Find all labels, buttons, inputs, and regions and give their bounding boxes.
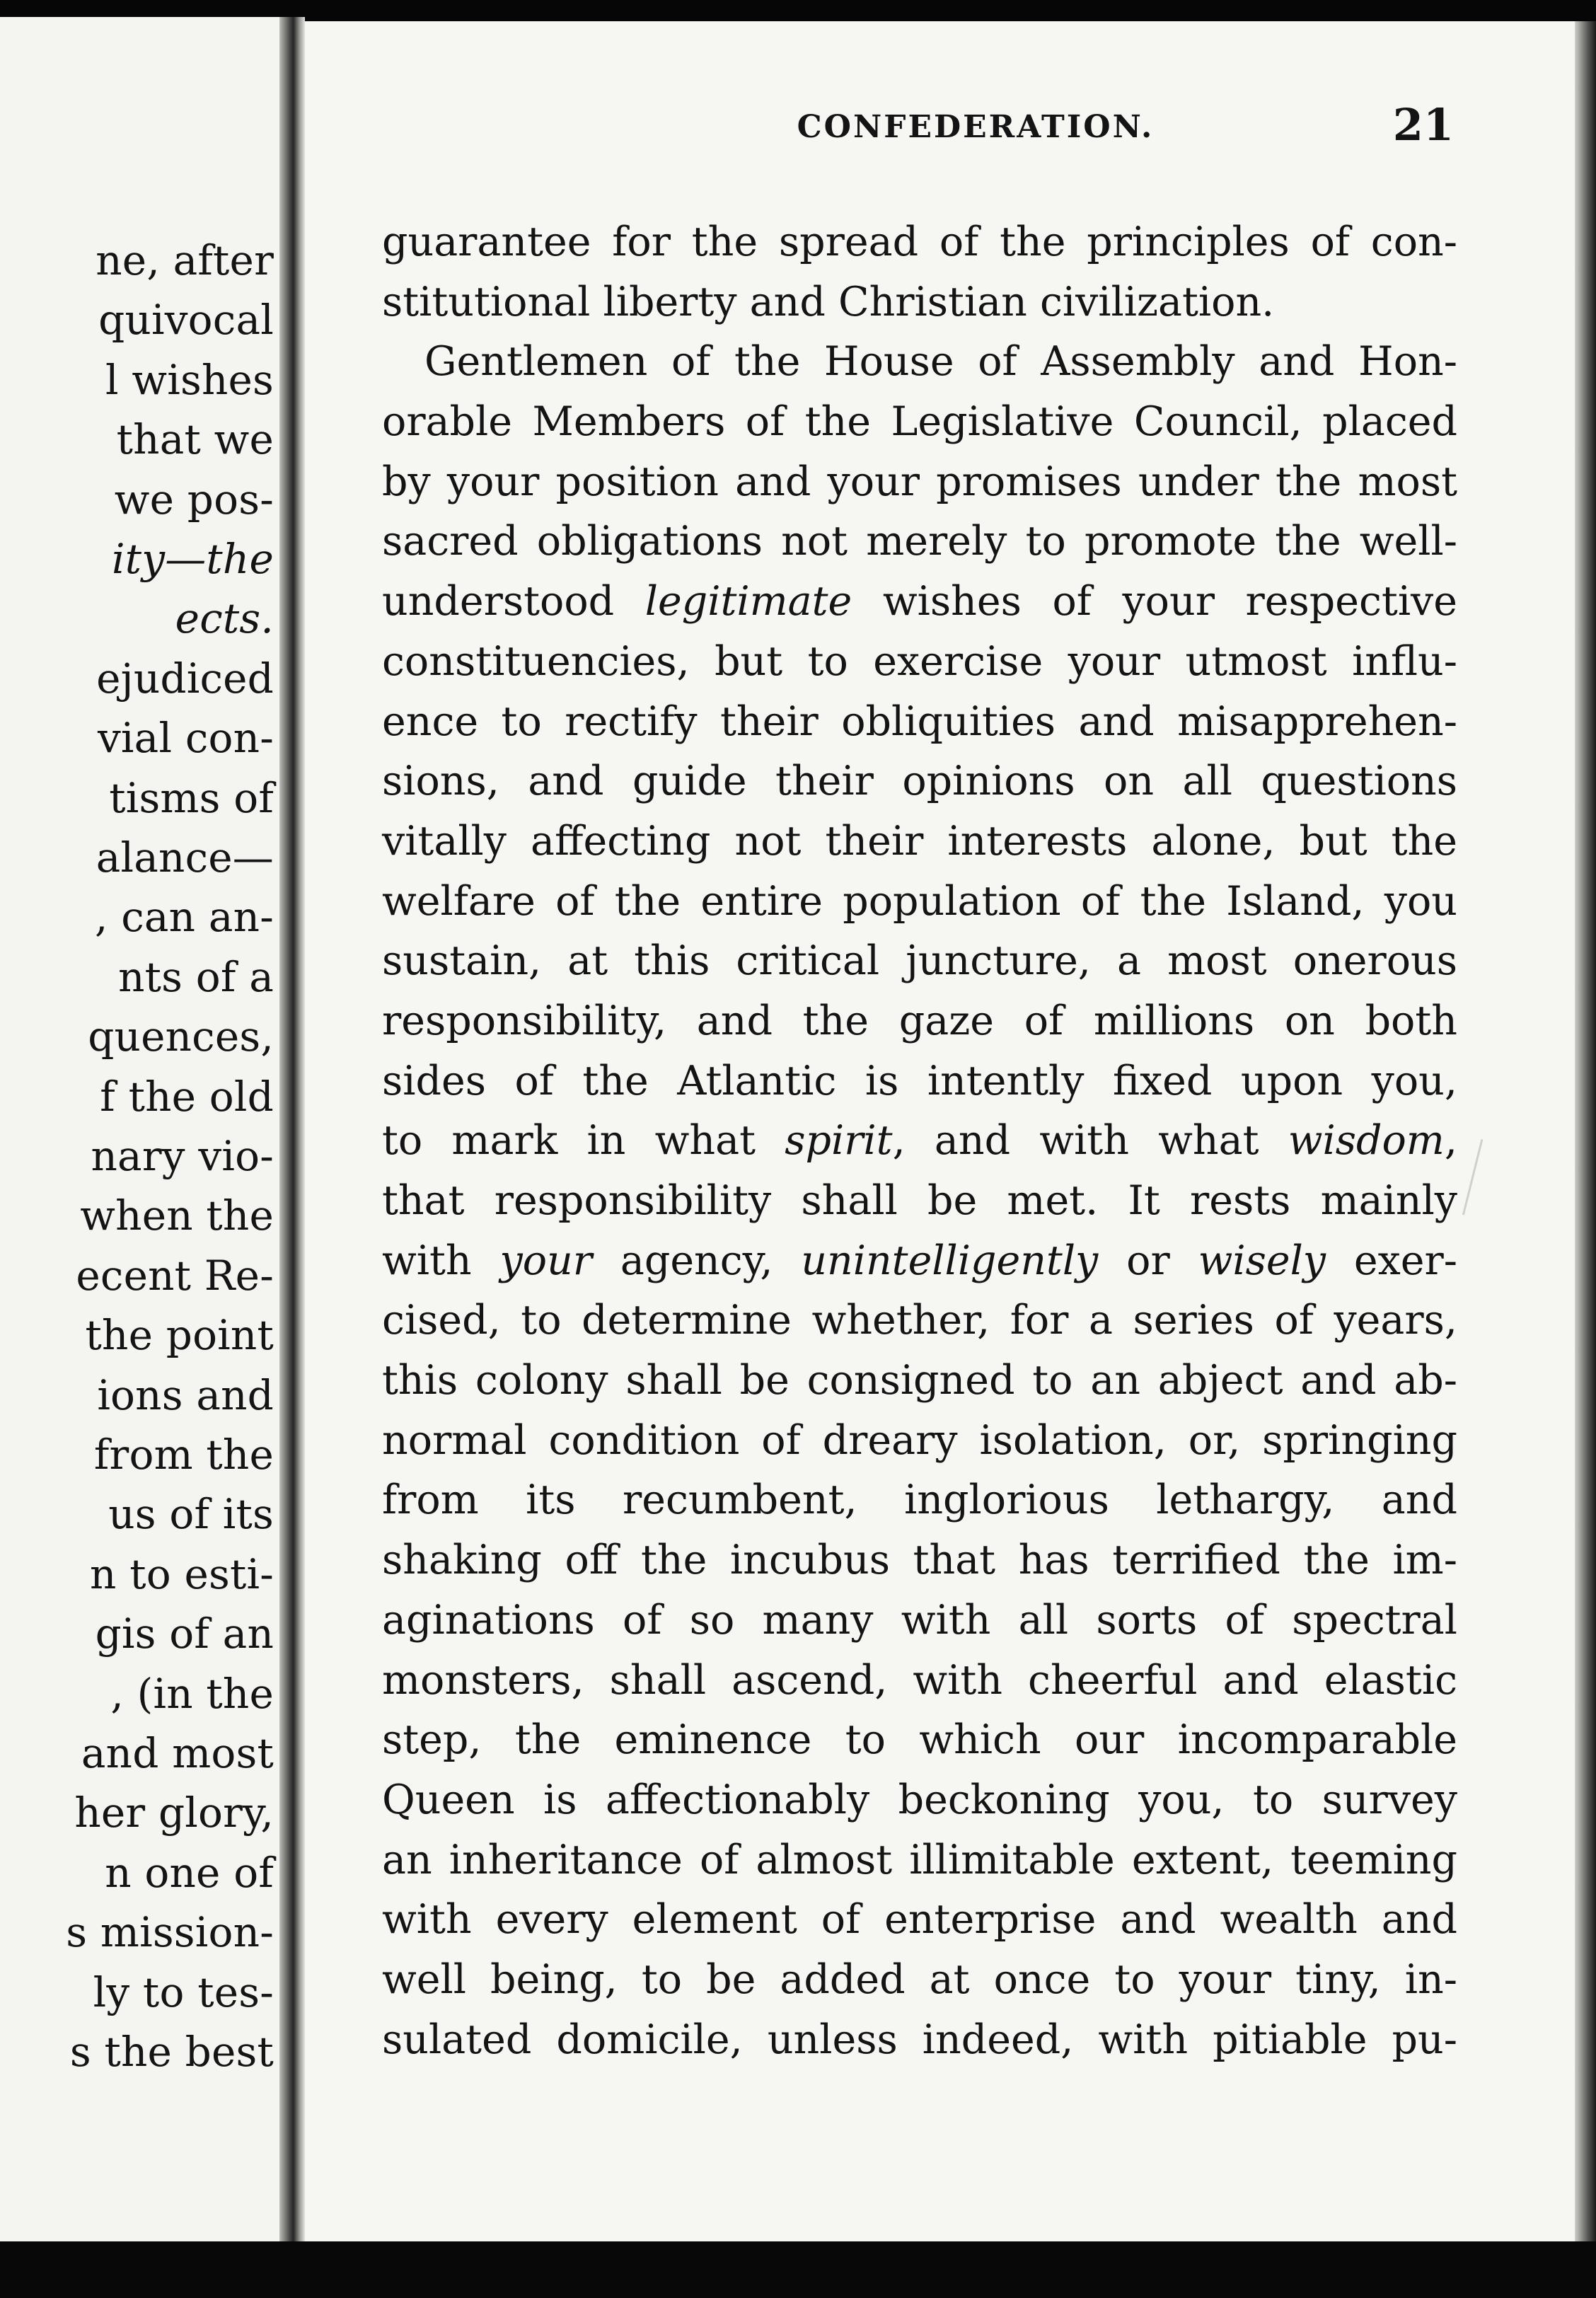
left-page-line: that we [116, 415, 274, 464]
text-run: vitally affecting not their interests alone, but the [382, 817, 1457, 865]
text-line [382, 751, 1457, 812]
page-edge-shadow [1575, 21, 1596, 2241]
text-line [382, 1530, 1457, 1590]
text-line [382, 1291, 1457, 1351]
left-page-line: us of its [108, 1490, 274, 1539]
text-line [382, 212, 1457, 272]
text-run: wishes of your respective [852, 578, 1457, 625]
text-run: sulated domicile, unless indeed, with pitiable pu- [382, 2016, 1457, 2063]
text-run: from its recumbent, inglorious lethargy, and [382, 1477, 1457, 1524]
text-line [382, 272, 1457, 333]
text-line [382, 1950, 1457, 2010]
text-run: , [1444, 1117, 1457, 1165]
text-line [382, 1171, 1457, 1231]
running-title: CONFEDERATION. [797, 109, 1155, 145]
text-run: guarantee for the spread of the principles of con- [382, 219, 1457, 265]
left-page-line: nts of a [118, 952, 274, 1001]
text-line [382, 632, 1457, 692]
text-line [382, 332, 1457, 392]
left-page-line: ity—the [111, 535, 274, 583]
text-run: responsibility, and the gaze of millions on both [382, 997, 1457, 1044]
text-run: sions, and guide their opinions on all questions [382, 758, 1457, 805]
text-run: shaking off the incubus that has terrified the im- [382, 1537, 1457, 1584]
italic-phrase: wisely [1198, 1237, 1326, 1284]
scan-bottom-border [0, 2241, 1596, 2298]
left-page-line: s the best [69, 2028, 274, 2076]
text-line [382, 1231, 1457, 1291]
text-line [382, 1770, 1457, 1830]
text-line [382, 1111, 1457, 1171]
left-page [0, 17, 279, 2246]
text-run: with [382, 1237, 500, 1284]
left-page-line: s mission- [66, 1908, 274, 1957]
text-line [382, 572, 1457, 632]
text-line [382, 392, 1457, 452]
left-page-line: quivocal [98, 296, 274, 345]
left-page-line: n to esti- [90, 1549, 274, 1598]
left-page-line: nary vio- [91, 1132, 274, 1180]
left-page-line: , can an- [94, 893, 274, 942]
text-line [382, 1651, 1457, 1711]
left-page-line: ions and [97, 1370, 274, 1419]
left-page-line: ne, after [96, 236, 274, 284]
text-run: or [1098, 1237, 1198, 1284]
text-run: an inheritance of almost illimitable extent, teeming [382, 1836, 1457, 1883]
italic-phrase: wisdom [1288, 1117, 1445, 1165]
text-run: orable Members of the Legislative Council, placed [382, 398, 1457, 446]
text-line [382, 1590, 1457, 1651]
text-run: monsters, shall ascend, with cheerful and elastic [382, 1656, 1457, 1704]
left-page-line: ly to tes- [93, 1968, 274, 2016]
text-line [382, 1051, 1457, 1112]
text-run: by your position and your promises under the most [382, 458, 1457, 505]
left-page-line: when the [80, 1191, 274, 1240]
text-run: with every element of enterprise and wealth and [382, 1896, 1457, 1944]
left-page-line: her glory, [74, 1789, 274, 1837]
text-run: aginations of so many with all sorts of spectral [382, 1596, 1457, 1644]
text-line [382, 991, 1457, 1051]
book-gutter [279, 17, 305, 2246]
text-line [382, 692, 1457, 752]
left-page-line: ejudiced [96, 654, 274, 703]
text-line [382, 2010, 1457, 2070]
text-run: constituencies, but to exercise your utmost influ- [382, 637, 1457, 685]
text-line [382, 1470, 1457, 1530]
text-run: understood [382, 578, 645, 625]
text-run: to mark in what [382, 1117, 785, 1165]
text-run: normal condition of dreary isolation, or, springing [382, 1416, 1457, 1464]
text-run: sacred obligations not merely to promote the well- [382, 518, 1457, 565]
text-run: stitutional liberty and Christian civilization. [382, 278, 1275, 325]
text-run: that responsibility shall be met. It rests mainly [382, 1177, 1457, 1224]
text-run: cised, to determine whether, for a series of years, [382, 1297, 1457, 1344]
text-line [382, 931, 1457, 991]
left-page-line: the point [85, 1311, 274, 1360]
left-page-line: , (in the [110, 1669, 274, 1718]
italic-phrase: spirit [785, 1117, 893, 1165]
italic-phrase: legitimate [644, 578, 852, 625]
left-page-line: ecent Re- [76, 1251, 274, 1300]
left-page-line: ects. [175, 594, 274, 643]
text-run: this colony shall be consigned to an abject and ab- [382, 1357, 1457, 1404]
left-page-line: n one of [105, 1848, 274, 1897]
text-run: well being, to be added at once to your tiny, in- [382, 1956, 1457, 2003]
text-line [382, 452, 1457, 512]
text-run: , and with what [892, 1117, 1288, 1165]
running-head [455, 99, 1454, 156]
text-line [382, 1411, 1457, 1471]
italic-phrase: unintelligently [801, 1237, 1099, 1284]
text-run: step, the eminence to which our incomparable [382, 1716, 1457, 1764]
text-run: welfare of the entire population of the Island, you [382, 877, 1457, 925]
left-page-line: and most [81, 1729, 274, 1777]
italic-phrase: your [499, 1237, 592, 1284]
text-line [382, 1830, 1457, 1890]
text-run: sides of the Atlantic is intently fixed upon you, [382, 1057, 1457, 1104]
left-page-line: quences, [88, 1012, 274, 1061]
page-number: 21 [1392, 99, 1454, 151]
left-page-line: f the old [100, 1072, 274, 1121]
text-run: agency, [591, 1237, 802, 1284]
text-run: Gentlemen of the House of Assembly and Hon- [424, 338, 1457, 386]
text-line [382, 1710, 1457, 1770]
left-page-line: tisms of [109, 773, 274, 822]
text-line [382, 812, 1457, 872]
text-line [382, 1351, 1457, 1411]
left-page-line: vial con- [97, 714, 274, 763]
text-run: Queen is affectionably beckoning you, to survey [382, 1776, 1457, 1823]
left-page-line: we pos- [114, 475, 274, 524]
text-line [382, 1890, 1457, 1950]
text-line [382, 512, 1457, 572]
text-run: ence to rectify their obliquities and misapprehen- [382, 698, 1457, 745]
left-page-line: from the [93, 1431, 274, 1479]
text-line [382, 872, 1457, 932]
body-text [382, 212, 1457, 2069]
left-page-line: gis of an [95, 1610, 274, 1658]
text-run: exer- [1326, 1237, 1457, 1284]
text-run: sustain, at this critical juncture, a most onerous [382, 937, 1457, 985]
left-page-line: l wishes [105, 355, 274, 404]
left-page-line: alance— [96, 833, 274, 882]
